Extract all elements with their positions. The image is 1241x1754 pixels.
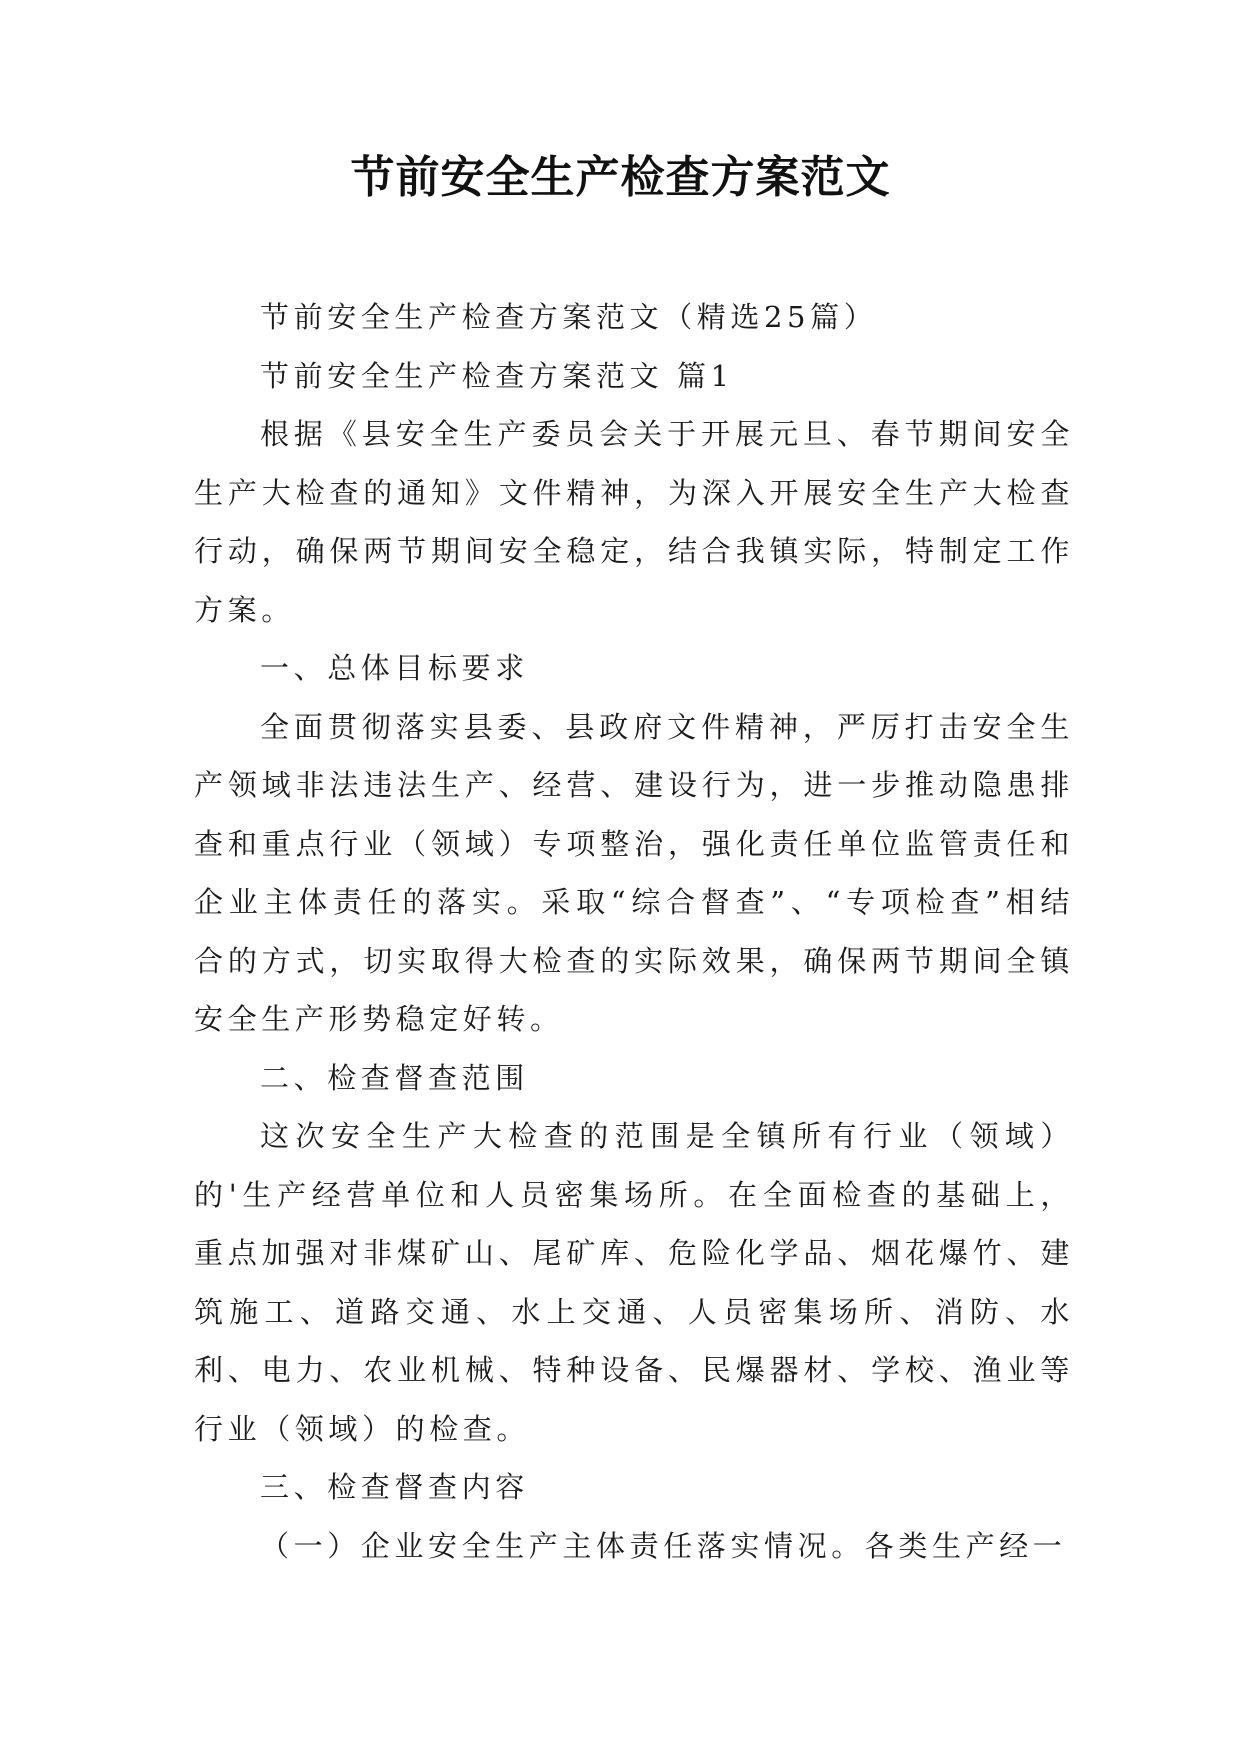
intro-paragraph: 根据《县安全生产委员会关于开展元旦、春节期间安全生产大检查的通知》文件精神，为深入开展安全生产大检查行动，确保两节期间安全稳定，结合我镇实际，特制定工作方案。 — [194, 417, 1074, 627]
document-title: 节前安全生产检查方案范文 — [350, 152, 891, 203]
heading-overall-goal: 一、总体目标要求 — [260, 651, 529, 685]
heading-inspection-content: 三、检查督查内容 — [260, 1470, 529, 1504]
section-heading-pian1: 节前安全生产检查方案范文 篇1 — [260, 358, 734, 393]
document-body — [194, 288, 1074, 1575]
paragraph-inspection-content: （一）企业安全生产主体责任落实情况。各类生产经一 — [260, 1528, 1067, 1563]
paragraph-overall-goal: 全面贯彻落实县委、县政府文件精神，严厉打击安全生产领域非法违法生产、经营、建设行为，进一步推动隐患排查和重点行业（领域）专项整治，强化责任单位监管责任和企业主体责任的落实。采取“综合督查”、“专项检查”相结合的方式，切实取得大检查的实际效果，确保两节期间全镇安全生产形势稳定好转。 — [194, 709, 1074, 1036]
paragraph-inspection-scope: 这次安全生产大检查的范围是全镇所有行业（领域）的'生产经营单位和人员密集场所。在全面检查的基础上，重点加强对非煤矿山、尾矿库、危险化学品、烟花爆竹、建筑施工、道路交通、水上交通、人员密集场所、消防、水利、电力、农业机械、特种设备、民爆器材、学校、渔业等行业（领域）的检查。 — [194, 1119, 1074, 1446]
heading-inspection-scope: 二、检查督查范围 — [260, 1060, 529, 1095]
subtitle-line: 节前安全生产检查方案范文（精选25篇） — [260, 300, 878, 334]
